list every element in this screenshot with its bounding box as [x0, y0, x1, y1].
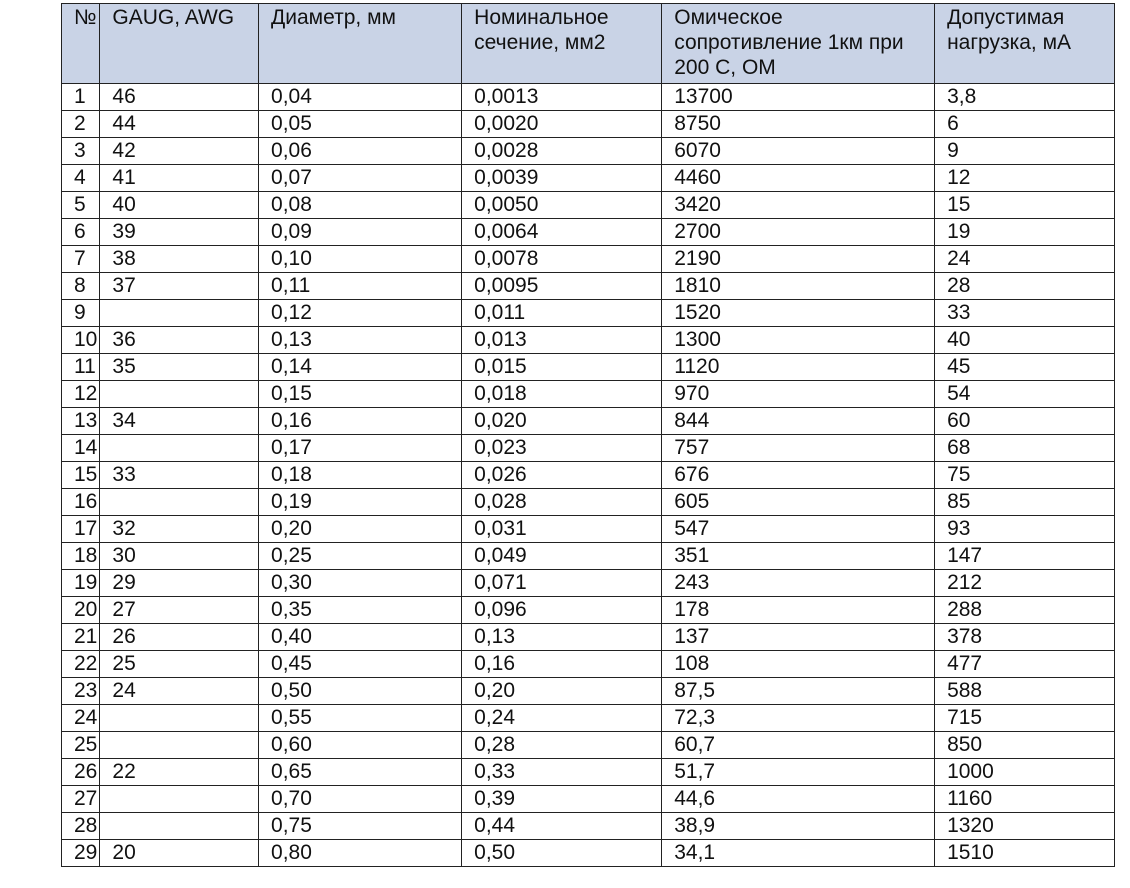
cell-diameter: 0,65 [259, 759, 462, 786]
table-body [62, 84, 1115, 867]
table-row [62, 84, 1115, 111]
cell-max-load: 85 [935, 489, 1115, 516]
table-row [62, 732, 1115, 759]
table-row [62, 840, 1115, 867]
cell-max-load: 6 [935, 111, 1115, 138]
table-row [62, 165, 1115, 192]
cell-diameter: 0,13 [259, 327, 462, 354]
cell-gauge-awg: 36 [100, 327, 259, 354]
cell-max-load: 33 [935, 300, 1115, 327]
cell-diameter: 0,60 [259, 732, 462, 759]
cell-resistance: 60,7 [662, 732, 935, 759]
cell-cross-section: 0,018 [462, 381, 662, 408]
table-row [62, 597, 1115, 624]
cell-gauge-awg: 44 [100, 111, 259, 138]
cell-diameter: 0,14 [259, 354, 462, 381]
cell-resistance: 2700 [662, 219, 935, 246]
table-row [62, 111, 1115, 138]
cell-cross-section: 0,16 [462, 651, 662, 678]
table-row [62, 381, 1115, 408]
cell-max-load: 12 [935, 165, 1115, 192]
table-row [62, 516, 1115, 543]
cell-max-load: 15 [935, 192, 1115, 219]
cell-max-load: 1320 [935, 813, 1115, 840]
table-row [62, 246, 1115, 273]
cell-resistance: 178 [662, 597, 935, 624]
cell-max-load: 477 [935, 651, 1115, 678]
table-row [62, 543, 1115, 570]
cell-diameter: 0,70 [259, 786, 462, 813]
cell-diameter: 0,10 [259, 246, 462, 273]
header-diameter: Диаметр, мм [259, 4, 462, 84]
cell-diameter: 0,20 [259, 516, 462, 543]
table-row [62, 408, 1115, 435]
cell-diameter: 0,08 [259, 192, 462, 219]
cell-resistance: 1300 [662, 327, 935, 354]
cell-gauge-awg: 24 [100, 678, 259, 705]
cell-gauge-awg: 32 [100, 516, 259, 543]
cell-number: 23 [62, 678, 100, 705]
header-resistance: Омическое сопротивление 1км при 200 С, ОМ [662, 4, 935, 84]
cell-cross-section: 0,026 [462, 462, 662, 489]
cell-gauge-awg [100, 435, 259, 462]
table-row [62, 138, 1115, 165]
cell-max-load: 288 [935, 597, 1115, 624]
cell-resistance: 2190 [662, 246, 935, 273]
cell-max-load: 212 [935, 570, 1115, 597]
cell-cross-section: 0,0013 [462, 84, 662, 111]
cell-cross-section: 0,24 [462, 705, 662, 732]
cell-max-load: 40 [935, 327, 1115, 354]
cell-diameter: 0,45 [259, 651, 462, 678]
cell-cross-section: 0,0039 [462, 165, 662, 192]
cell-max-load: 19 [935, 219, 1115, 246]
cell-number: 14 [62, 435, 100, 462]
cell-gauge-awg: 33 [100, 462, 259, 489]
cell-diameter: 0,50 [259, 678, 462, 705]
cell-diameter: 0,04 [259, 84, 462, 111]
cell-resistance: 970 [662, 381, 935, 408]
cell-diameter: 0,07 [259, 165, 462, 192]
cell-number: 3 [62, 138, 100, 165]
cell-resistance: 13700 [662, 84, 935, 111]
cell-gauge-awg: 37 [100, 273, 259, 300]
cell-resistance: 757 [662, 435, 935, 462]
table-row [62, 462, 1115, 489]
cell-cross-section: 0,071 [462, 570, 662, 597]
cell-gauge-awg [100, 705, 259, 732]
cell-cross-section: 0,0078 [462, 246, 662, 273]
table-row [62, 192, 1115, 219]
cell-diameter: 0,75 [259, 813, 462, 840]
cell-number: 28 [62, 813, 100, 840]
cell-number: 24 [62, 705, 100, 732]
table-header-row [62, 4, 1115, 84]
cell-max-load: 24 [935, 246, 1115, 273]
cell-cross-section: 0,0095 [462, 273, 662, 300]
cell-number: 6 [62, 219, 100, 246]
cell-max-load: 75 [935, 462, 1115, 489]
cell-number: 29 [62, 840, 100, 867]
cell-number: 8 [62, 273, 100, 300]
cell-cross-section: 0,0050 [462, 192, 662, 219]
cell-number: 26 [62, 759, 100, 786]
cell-resistance: 844 [662, 408, 935, 435]
cell-gauge-awg: 22 [100, 759, 259, 786]
cell-number: 1 [62, 84, 100, 111]
cell-resistance: 72,3 [662, 705, 935, 732]
table-row [62, 570, 1115, 597]
cell-max-load: 93 [935, 516, 1115, 543]
table-row [62, 813, 1115, 840]
cell-number: 25 [62, 732, 100, 759]
cell-resistance: 676 [662, 462, 935, 489]
cell-number: 4 [62, 165, 100, 192]
header-gauge-awg: GAUG, AWG [100, 4, 259, 84]
cell-number: 9 [62, 300, 100, 327]
cell-max-load: 68 [935, 435, 1115, 462]
cell-cross-section: 0,20 [462, 678, 662, 705]
cell-resistance: 51,7 [662, 759, 935, 786]
cell-cross-section: 0,049 [462, 543, 662, 570]
table-row [62, 624, 1115, 651]
cell-number: 16 [62, 489, 100, 516]
cell-gauge-awg: 25 [100, 651, 259, 678]
cell-max-load: 1510 [935, 840, 1115, 867]
cell-cross-section: 0,028 [462, 489, 662, 516]
cell-max-load: 1160 [935, 786, 1115, 813]
cell-diameter: 0,06 [259, 138, 462, 165]
cell-cross-section: 0,031 [462, 516, 662, 543]
header-max-load: Допустимая нагрузка, мА [935, 4, 1115, 84]
cell-max-load: 850 [935, 732, 1115, 759]
cell-max-load: 588 [935, 678, 1115, 705]
cell-gauge-awg: 29 [100, 570, 259, 597]
cell-resistance: 1120 [662, 354, 935, 381]
table-row [62, 273, 1115, 300]
cell-resistance: 8750 [662, 111, 935, 138]
header-cross-section: Номинальное сечение, мм2 [462, 4, 662, 84]
cell-number: 21 [62, 624, 100, 651]
cell-gauge-awg: 42 [100, 138, 259, 165]
cell-diameter: 0,05 [259, 111, 462, 138]
cell-gauge-awg [100, 786, 259, 813]
cell-resistance: 34,1 [662, 840, 935, 867]
header-number: № [62, 4, 100, 84]
table-row [62, 759, 1115, 786]
cell-resistance: 1810 [662, 273, 935, 300]
cell-number: 17 [62, 516, 100, 543]
cell-diameter: 0,15 [259, 381, 462, 408]
cell-gauge-awg: 39 [100, 219, 259, 246]
cell-diameter: 0,19 [259, 489, 462, 516]
cell-number: 27 [62, 786, 100, 813]
cell-resistance: 605 [662, 489, 935, 516]
table-row [62, 489, 1115, 516]
cell-number: 19 [62, 570, 100, 597]
cell-resistance: 243 [662, 570, 935, 597]
table-row [62, 651, 1115, 678]
cell-number: 13 [62, 408, 100, 435]
cell-resistance: 137 [662, 624, 935, 651]
cell-gauge-awg: 26 [100, 624, 259, 651]
cell-diameter: 0,09 [259, 219, 462, 246]
cell-max-load: 54 [935, 381, 1115, 408]
cell-number: 10 [62, 327, 100, 354]
cell-diameter: 0,12 [259, 300, 462, 327]
cell-cross-section: 0,50 [462, 840, 662, 867]
table-row [62, 300, 1115, 327]
cell-cross-section: 0,0020 [462, 111, 662, 138]
cell-gauge-awg: 20 [100, 840, 259, 867]
cell-cross-section: 0,33 [462, 759, 662, 786]
cell-gauge-awg [100, 732, 259, 759]
cell-gauge-awg: 30 [100, 543, 259, 570]
cell-max-load: 3,8 [935, 84, 1115, 111]
cell-diameter: 0,18 [259, 462, 462, 489]
cell-number: 22 [62, 651, 100, 678]
cell-resistance: 44,6 [662, 786, 935, 813]
cell-cross-section: 0,020 [462, 408, 662, 435]
wire-gauge-table [61, 3, 1115, 867]
cell-cross-section: 0,013 [462, 327, 662, 354]
cell-number: 18 [62, 543, 100, 570]
cell-diameter: 0,35 [259, 597, 462, 624]
table-row [62, 435, 1115, 462]
cell-gauge-awg: 40 [100, 192, 259, 219]
cell-resistance: 108 [662, 651, 935, 678]
cell-diameter: 0,55 [259, 705, 462, 732]
cell-gauge-awg: 38 [100, 246, 259, 273]
cell-cross-section: 0,39 [462, 786, 662, 813]
cell-resistance: 38,9 [662, 813, 935, 840]
cell-max-load: 1000 [935, 759, 1115, 786]
cell-cross-section: 0,0064 [462, 219, 662, 246]
cell-number: 2 [62, 111, 100, 138]
cell-max-load: 715 [935, 705, 1115, 732]
cell-max-load: 45 [935, 354, 1115, 381]
cell-number: 7 [62, 246, 100, 273]
cell-resistance: 4460 [662, 165, 935, 192]
table-row [62, 327, 1115, 354]
cell-cross-section: 0,0028 [462, 138, 662, 165]
cell-gauge-awg: 46 [100, 84, 259, 111]
cell-max-load: 147 [935, 543, 1115, 570]
cell-cross-section: 0,015 [462, 354, 662, 381]
cell-max-load: 378 [935, 624, 1115, 651]
cell-max-load: 9 [935, 138, 1115, 165]
cell-gauge-awg [100, 813, 259, 840]
cell-number: 15 [62, 462, 100, 489]
table-row [62, 219, 1115, 246]
cell-resistance: 87,5 [662, 678, 935, 705]
cell-diameter: 0,80 [259, 840, 462, 867]
cell-diameter: 0,17 [259, 435, 462, 462]
table-row [62, 705, 1115, 732]
cell-cross-section: 0,44 [462, 813, 662, 840]
cell-number: 11 [62, 354, 100, 381]
cell-diameter: 0,16 [259, 408, 462, 435]
cell-diameter: 0,11 [259, 273, 462, 300]
cell-diameter: 0,40 [259, 624, 462, 651]
table-row [62, 786, 1115, 813]
cell-cross-section: 0,011 [462, 300, 662, 327]
cell-diameter: 0,25 [259, 543, 462, 570]
cell-number: 5 [62, 192, 100, 219]
cell-cross-section: 0,13 [462, 624, 662, 651]
cell-cross-section: 0,023 [462, 435, 662, 462]
table-row [62, 678, 1115, 705]
table-row [62, 354, 1115, 381]
cell-gauge-awg: 35 [100, 354, 259, 381]
cell-resistance: 547 [662, 516, 935, 543]
cell-number: 12 [62, 381, 100, 408]
cell-gauge-awg [100, 489, 259, 516]
cell-diameter: 0,30 [259, 570, 462, 597]
cell-max-load: 28 [935, 273, 1115, 300]
cell-gauge-awg [100, 381, 259, 408]
cell-gauge-awg: 27 [100, 597, 259, 624]
cell-gauge-awg: 34 [100, 408, 259, 435]
cell-resistance: 3420 [662, 192, 935, 219]
cell-number: 20 [62, 597, 100, 624]
cell-gauge-awg: 41 [100, 165, 259, 192]
cell-cross-section: 0,096 [462, 597, 662, 624]
cell-resistance: 6070 [662, 138, 935, 165]
cell-max-load: 60 [935, 408, 1115, 435]
cell-gauge-awg [100, 300, 259, 327]
cell-resistance: 1520 [662, 300, 935, 327]
cell-resistance: 351 [662, 543, 935, 570]
cell-cross-section: 0,28 [462, 732, 662, 759]
